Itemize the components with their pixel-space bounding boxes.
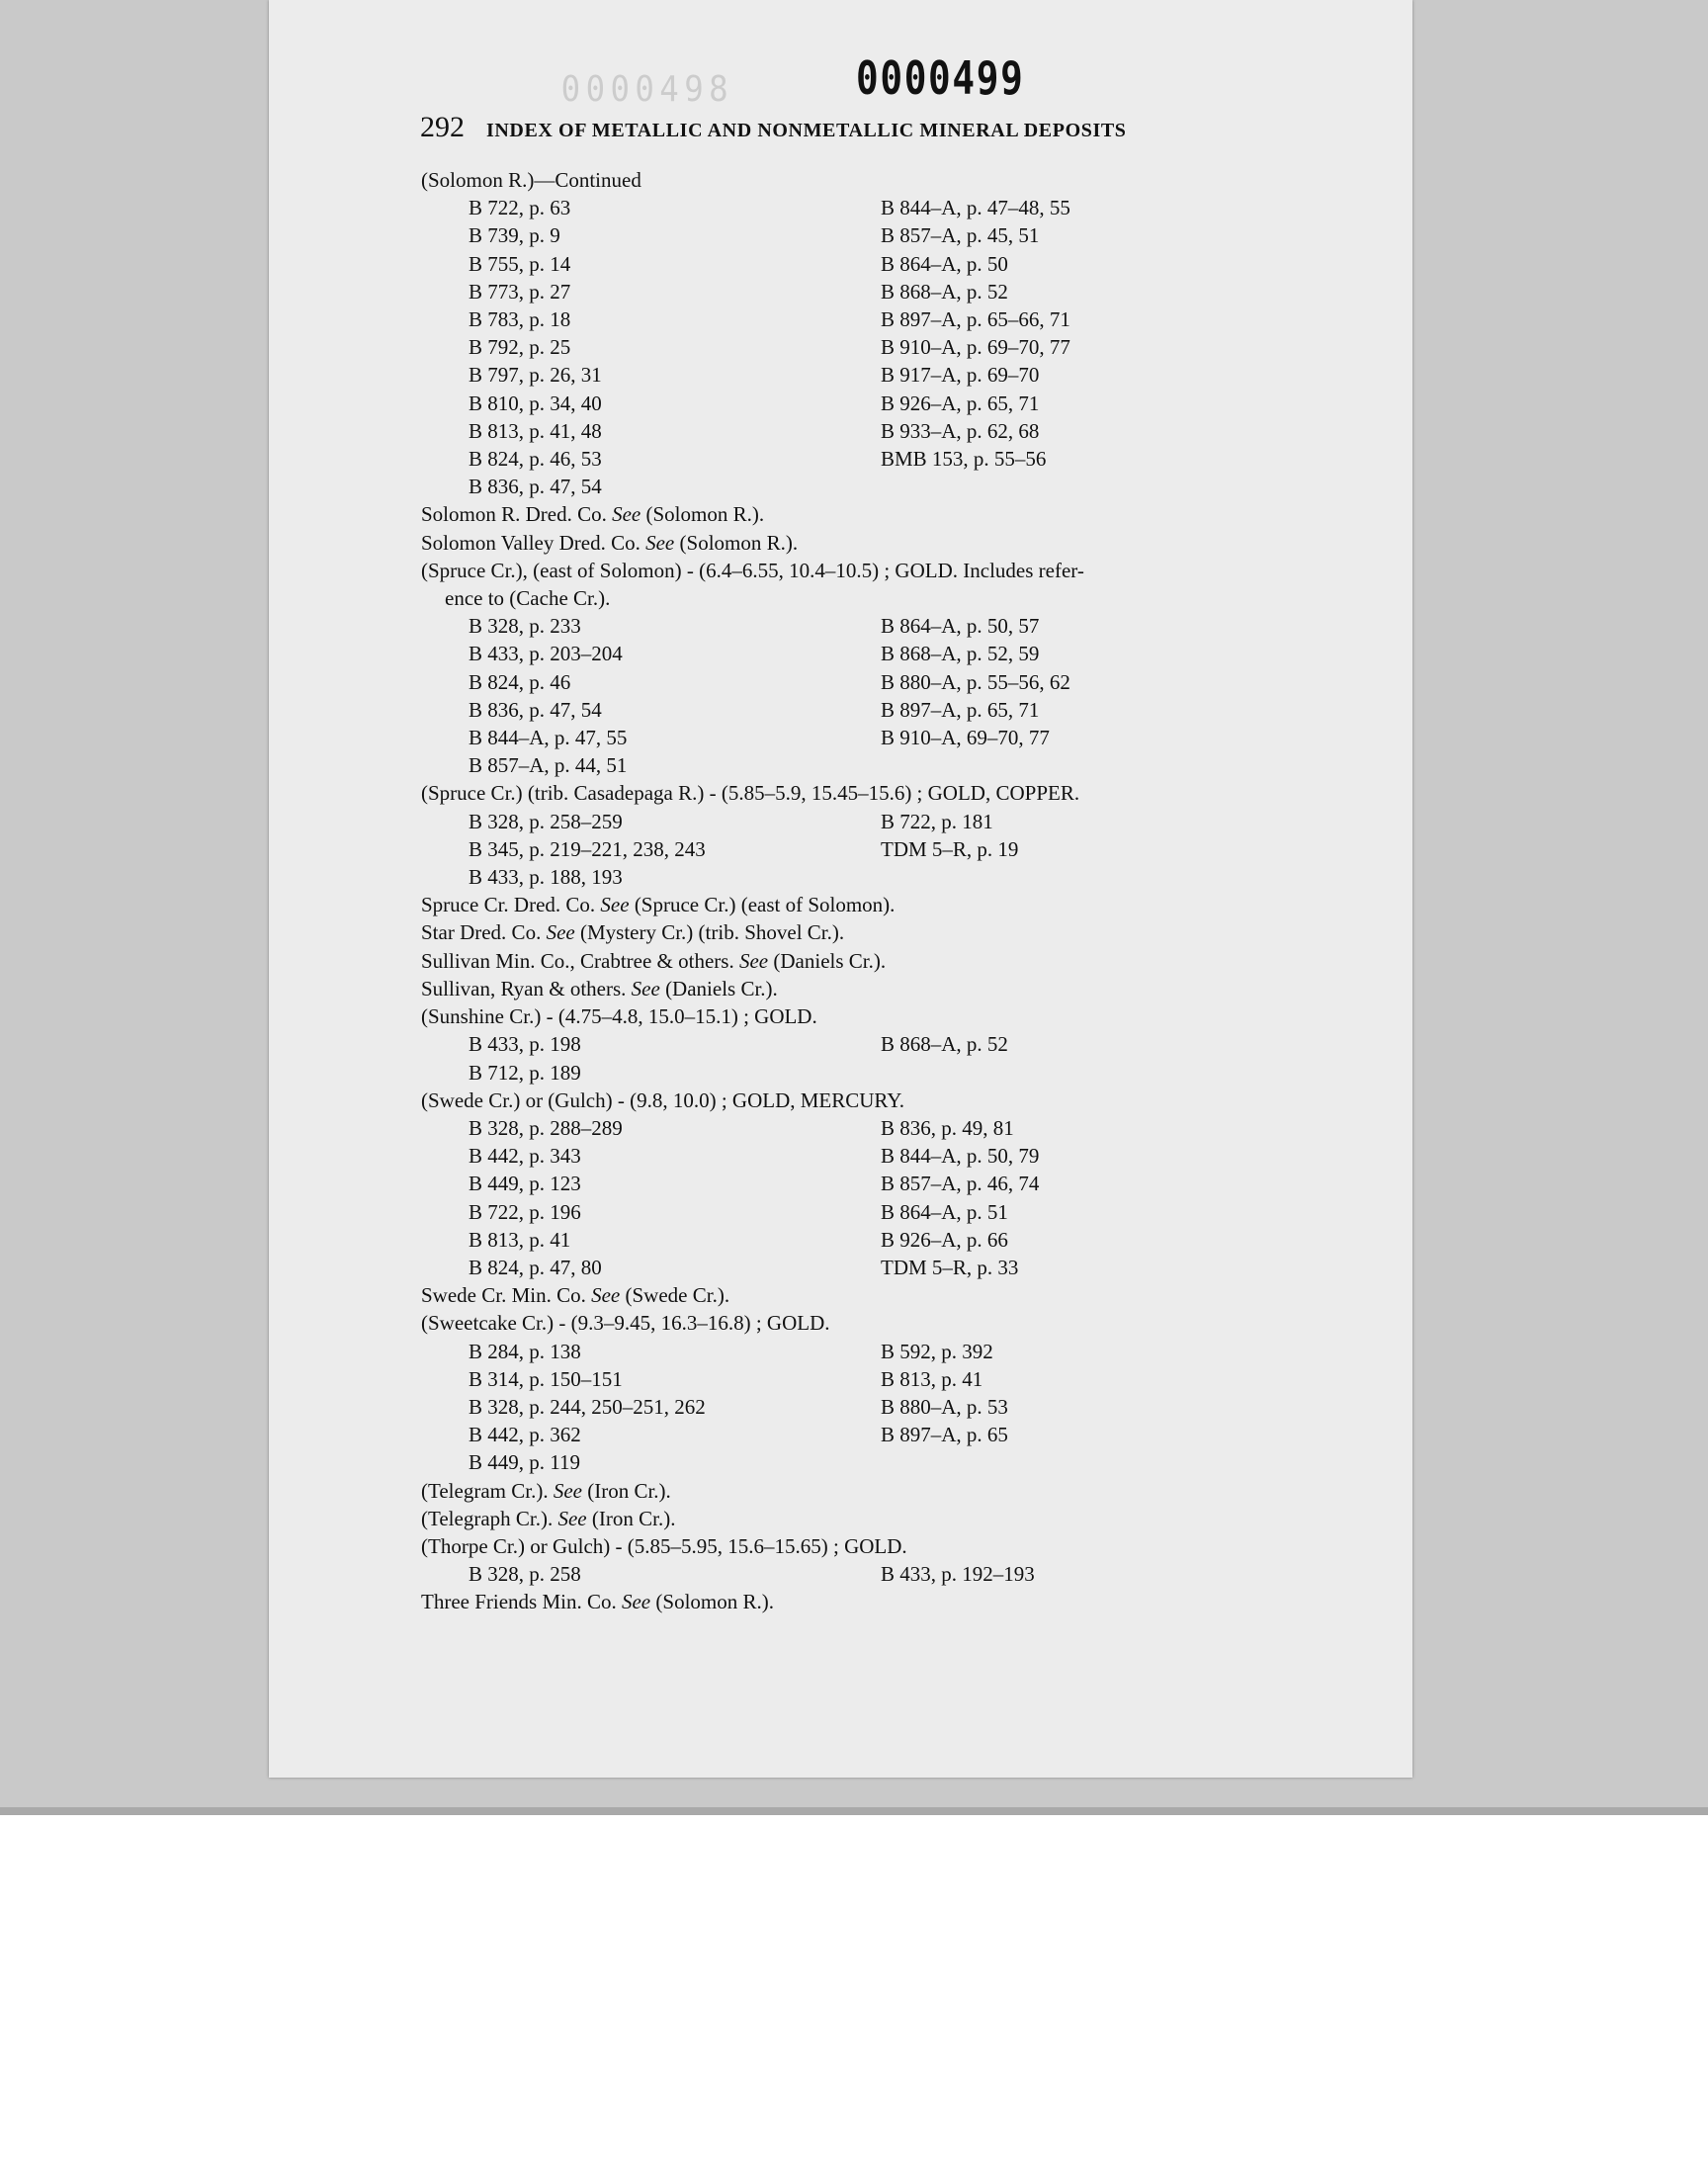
reference-column-left	[469, 1114, 881, 1281]
entry-heading: (Thorpe Cr.) or Gulch) - (5.85–5.95, 15.6–15.65) ; GOLD.	[421, 1533, 907, 1558]
reference: B 810, p. 34, 40	[469, 391, 602, 415]
see-target: (Solomon R.).	[655, 1590, 774, 1614]
running-title: INDEX OF METALLIC AND NONMETALLIC MINERAL DEPOSITS	[486, 120, 1127, 141]
index-entry	[421, 166, 1311, 500]
cross-reference-entry	[421, 1477, 1311, 1505]
entry-name: (Telegram Cr.).	[421, 1478, 549, 1503]
entry-name: Swede Cr. Min. Co.	[421, 1283, 586, 1308]
reference: B 328, p. 288–289	[469, 1115, 623, 1140]
reference-column-right	[881, 194, 1177, 500]
reference-list	[421, 1114, 1311, 1281]
see-label: See	[553, 1478, 582, 1503]
entry-name: Star Dred. Co.	[421, 920, 542, 945]
page-header	[420, 111, 1280, 144]
reference: B 824, p. 46	[469, 669, 571, 694]
reference-column-left	[469, 194, 881, 500]
reference: TDM 5–R, p. 33	[881, 1255, 1019, 1279]
entry-name: (Telegraph Cr.).	[421, 1506, 554, 1530]
see-label: See	[591, 1283, 621, 1308]
cross-reference-entry	[421, 918, 1311, 946]
index-entry	[421, 500, 1311, 528]
reference-column-left	[469, 1560, 881, 1588]
cross-reference-entry	[421, 1505, 1311, 1532]
index-entry	[421, 1477, 1311, 1505]
cross-reference-entry	[421, 529, 1311, 557]
reference: B 868–A, p. 52	[881, 1032, 1008, 1057]
reference: B 433, p. 188, 193	[469, 865, 623, 890]
reference: B 328, p. 258	[469, 1562, 581, 1587]
see-label: See	[600, 893, 630, 917]
reference: B 433, p. 198	[469, 1032, 581, 1057]
reference: B 836, p. 49, 81	[881, 1115, 1014, 1140]
see-target: (Daniels Cr.).	[773, 948, 887, 973]
reference: B 844–A, p. 47, 55	[469, 726, 628, 750]
index-entry	[421, 1087, 1311, 1281]
see-target: (Mystery Cr.) (trib. Shovel Cr.).	[579, 920, 845, 945]
index-entry	[421, 557, 1311, 780]
index-entry	[421, 1281, 1311, 1309]
cross-reference-entry	[421, 947, 1311, 975]
see-label: See	[557, 1506, 587, 1530]
reference-column-right	[881, 612, 1177, 779]
reference: B 880–A, p. 55–56, 62	[881, 669, 1070, 694]
reference: B 592, p. 392	[881, 1339, 993, 1363]
reference: B 824, p. 46, 53	[469, 447, 602, 472]
reference: B 442, p. 343	[469, 1144, 581, 1169]
reference: B 897–A, p. 65	[881, 1423, 1008, 1447]
reference-column-right	[881, 1338, 1177, 1477]
index-entry	[421, 1588, 1311, 1615]
entry-heading: (Spruce Cr.) (trib. Casadepaga R.) - (5.85–5.9, 15.45–15.6) ; GOLD, COPPER.	[421, 781, 1080, 806]
entry-heading: (Sweetcake Cr.) - (9.3–9.45, 16.3–16.8) ; GOLD.	[421, 1311, 830, 1336]
entry-name: Sullivan, Ryan & others.	[421, 976, 627, 1000]
entry-name: Solomon R. Dred. Co.	[421, 502, 607, 527]
index-entry	[421, 1002, 1311, 1087]
reference: B 442, p. 362	[469, 1423, 581, 1447]
reference: B 722, p. 196	[469, 1199, 581, 1224]
reference: B 933–A, p. 62, 68	[881, 418, 1040, 443]
see-target: (Spruce Cr.) (east of Solomon).	[634, 893, 896, 917]
reference-column-right	[881, 1560, 1177, 1588]
reference: B 449, p. 123	[469, 1172, 581, 1196]
reference: B 844–A, p. 47–48, 55	[881, 196, 1070, 220]
reference: B 910–A, 69–70, 77	[881, 726, 1050, 750]
reference: B 328, p. 233	[469, 614, 581, 639]
reference: B 722, p. 181	[881, 809, 993, 833]
reference: B 345, p. 219–221, 238, 243	[469, 836, 706, 861]
index-entry	[421, 1532, 1311, 1588]
reference-column-left	[469, 612, 881, 779]
reference-list	[421, 612, 1311, 779]
cross-reference-entry	[421, 1588, 1311, 1615]
see-label: See	[738, 948, 769, 973]
reference: B 755, p. 14	[469, 251, 571, 276]
entry-name: Sullivan Min. Co., Crabtree & others.	[421, 948, 734, 973]
reference: B 433, p. 203–204	[469, 642, 623, 666]
reference: B 897–A, p. 65, 71	[881, 697, 1040, 722]
index-entry	[421, 529, 1311, 557]
reference: B 433, p. 192–193	[881, 1562, 1035, 1587]
reference: B 857–A, p. 46, 74	[881, 1172, 1040, 1196]
reference: B 328, p. 244, 250–251, 262	[469, 1394, 706, 1419]
index-entry	[421, 779, 1311, 891]
reference: B 868–A, p. 52	[881, 279, 1008, 304]
index-entry	[421, 975, 1311, 1002]
reference: B 813, p. 41, 48	[469, 418, 602, 443]
reference-column-left	[469, 1338, 881, 1477]
reference-column-right	[881, 808, 1177, 892]
reference: B 868–A, p. 52, 59	[881, 642, 1040, 666]
reference: B 783, p. 18	[469, 307, 571, 332]
reference: B 897–A, p. 65–66, 71	[881, 307, 1070, 332]
reference: B 836, p. 47, 54	[469, 475, 602, 499]
reference-column-left	[469, 1030, 881, 1086]
entry-heading: (Spruce Cr.), (east of Solomon) - (6.4–6.55, 10.4–10.5) ; GOLD. Includes refer-	[421, 558, 1084, 582]
entry-heading: (Sunshine Cr.) - (4.75–4.8, 15.0–15.1) ; GOLD.	[421, 1004, 817, 1029]
cross-reference-entry	[421, 1281, 1311, 1309]
reference-list	[421, 1560, 1311, 1588]
reference: B 314, p. 150–151	[469, 1366, 623, 1391]
reference: B 917–A, p. 69–70	[881, 363, 1040, 388]
reference: B 864–A, p. 50, 57	[881, 614, 1040, 639]
reference: BMB 153, p. 55–56	[881, 447, 1047, 472]
index-entry	[421, 1505, 1311, 1532]
index-entry	[421, 947, 1311, 975]
see-label: See	[612, 502, 641, 527]
entry-name: Spruce Cr. Dred. Co.	[421, 893, 596, 917]
reference: B 926–A, p. 65, 71	[881, 391, 1040, 415]
reference: B 284, p. 138	[469, 1339, 581, 1363]
see-label: See	[645, 530, 675, 555]
entry-heading: (Solomon R.)—Continued	[421, 168, 641, 192]
entry-heading-continued: ence to (Cache Cr.).	[445, 586, 611, 611]
entry-heading: (Swede Cr.) or (Gulch) - (9.8, 10.0) ; GOLD, MERCURY.	[421, 1088, 904, 1112]
index-content	[421, 166, 1311, 1616]
reference: B 857–A, p. 44, 51	[469, 753, 628, 778]
reference-column-right	[881, 1030, 1177, 1086]
cross-reference-entry	[421, 891, 1311, 918]
see-label: See	[546, 920, 575, 945]
stamp-number: 0000499	[856, 51, 1025, 105]
entry-name: Three Friends Min. Co.	[421, 1590, 617, 1614]
reference: B 773, p. 27	[469, 279, 571, 304]
reference: B 813, p. 41	[881, 1366, 983, 1391]
reference: B 864–A, p. 50	[881, 251, 1008, 276]
see-target: (Swede Cr.).	[625, 1283, 730, 1308]
see-target: (Solomon R.).	[645, 502, 765, 527]
reference: B 844–A, p. 50, 79	[881, 1144, 1040, 1169]
page-number: 292	[420, 111, 465, 143]
reference: B 864–A, p. 51	[881, 1199, 1008, 1224]
see-label: See	[621, 1590, 651, 1614]
index-entry	[421, 918, 1311, 946]
cross-reference-entry	[421, 500, 1311, 528]
reference: B 813, p. 41	[469, 1227, 571, 1252]
see-target: (Solomon R.).	[679, 530, 799, 555]
reference-list	[421, 808, 1311, 892]
reference: B 824, p. 47, 80	[469, 1255, 602, 1279]
reference: B 722, p. 63	[469, 196, 571, 220]
reference-column-right	[881, 1114, 1177, 1281]
reference: B 797, p. 26, 31	[469, 363, 602, 388]
index-entry	[421, 891, 1311, 918]
entry-name: Solomon Valley Dred. Co.	[421, 530, 640, 555]
reference: B 792, p. 25	[469, 335, 571, 360]
reference: B 910–A, p. 69–70, 77	[881, 335, 1070, 360]
reference-list	[421, 1030, 1311, 1086]
index-entry	[421, 1309, 1311, 1476]
see-target: (Iron Cr.).	[587, 1478, 671, 1503]
reference: TDM 5–R, p. 19	[881, 836, 1019, 861]
reference: B 449, p. 119	[469, 1450, 580, 1475]
reference-column-left	[469, 808, 881, 892]
see-target: (Daniels Cr.).	[665, 976, 778, 1000]
reference: B 328, p. 258–259	[469, 809, 623, 833]
reference-list	[421, 1338, 1311, 1477]
cross-reference-entry	[421, 975, 1311, 1002]
reference: B 857–A, p. 45, 51	[881, 223, 1040, 248]
reference: B 926–A, p. 66	[881, 1227, 1008, 1252]
see-target: (Iron Cr.).	[591, 1506, 676, 1530]
reference: B 712, p. 189	[469, 1060, 581, 1085]
reference: B 739, p. 9	[469, 223, 560, 248]
reference-list	[421, 194, 1311, 500]
scanner-edge	[0, 1807, 1708, 1815]
reference: B 836, p. 47, 54	[469, 697, 602, 722]
reference: B 880–A, p. 53	[881, 1394, 1008, 1419]
faint-stamp-number: 0000498	[560, 69, 734, 110]
see-label: See	[631, 976, 660, 1000]
